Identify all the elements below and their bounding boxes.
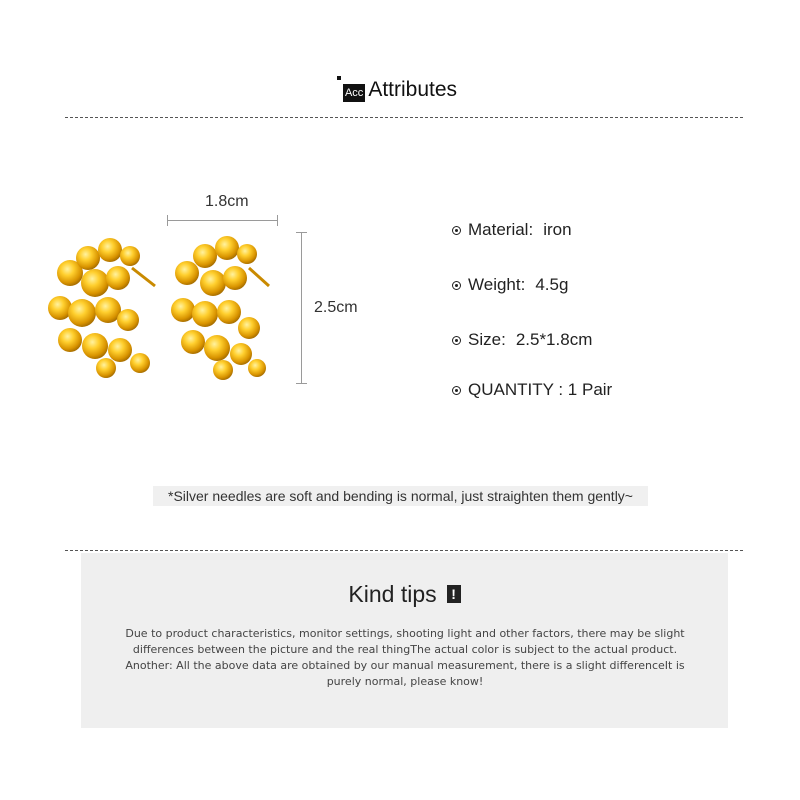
attribute-separator: : xyxy=(520,275,526,294)
tips-heading xyxy=(81,581,728,608)
attribute-label: QUANTITY : 1 Pair xyxy=(468,380,613,399)
attribute-separator: : xyxy=(528,220,534,239)
bullet-icon xyxy=(452,281,461,290)
attribute-value: 2.5*1.8cm xyxy=(515,330,593,349)
bullet-icon xyxy=(452,226,461,235)
product-image-right xyxy=(165,228,285,398)
attribute-material xyxy=(452,220,572,240)
width-dimension-line xyxy=(167,220,277,221)
height-label: 2.5cm xyxy=(314,299,358,316)
earring-right xyxy=(171,236,269,380)
attribute-label: Weight xyxy=(468,275,521,294)
section-title: Attributes xyxy=(368,78,458,101)
attribute-label: Size xyxy=(468,330,502,349)
divider-top xyxy=(65,117,743,118)
earring-left xyxy=(48,238,155,378)
width-tick-right xyxy=(277,215,278,226)
header-inner xyxy=(343,78,457,102)
attribute-weight xyxy=(452,275,568,295)
header-dot xyxy=(337,76,341,80)
bullet-icon xyxy=(452,386,461,395)
height-dimension-line xyxy=(301,232,302,384)
bullet-icon xyxy=(452,336,461,345)
section-header xyxy=(0,78,800,102)
tips-title: Kind tips xyxy=(348,581,437,607)
care-note: *Silver needles are soft and bending is normal, just straighten them gently~ xyxy=(153,486,648,506)
attribute-value: iron xyxy=(543,220,572,239)
height-tick-bottom xyxy=(296,383,307,384)
exclamation-icon: ! xyxy=(447,585,461,603)
attribute-size xyxy=(452,330,592,350)
attribute-quantity xyxy=(452,380,612,400)
height-tick-top xyxy=(296,232,307,233)
attribute-separator: : xyxy=(501,330,506,349)
width-label: 1.8cm xyxy=(205,193,249,210)
attribute-label: Material xyxy=(468,220,529,239)
tips-text: Due to product characteristics, monitor settings, shooting light and other factors, there may be slight differences between the picture and the real thingThe actual color is subject to the actual product. Another: All the above data are obtained by our manual measurement, there is a slight differenceIt is purely normal, please know! xyxy=(125,627,685,688)
acc-tag: Acc xyxy=(343,84,365,102)
width-tick-left xyxy=(167,215,168,226)
kind-tips-panel xyxy=(81,553,728,728)
attribute-value: 4.5g xyxy=(535,275,569,294)
divider-bottom xyxy=(65,550,743,551)
